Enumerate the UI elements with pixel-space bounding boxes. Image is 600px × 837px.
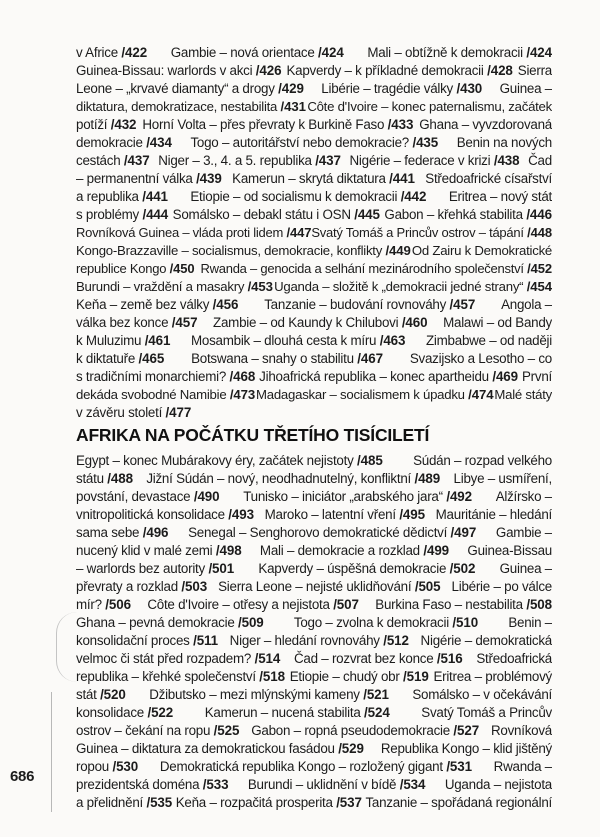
toc-entry: Malawi – od Bandy (443, 315, 552, 330)
toc-entry: povstání, devastace /490 (76, 489, 220, 504)
toc-entry: Kapverdy – úspěšná demokracie /502 (258, 561, 476, 576)
toc-entry: Egypt – konec Mubárakovy éry, začátek nejistoty /485 (76, 453, 383, 468)
toc-entry: Súdán – rozpad velkého (413, 453, 552, 468)
toc-entry: Burkina Faso – nestabilita /508 (375, 597, 552, 612)
toc-entry: Džibutsko – mezi mlýnskými kameny /521 (149, 687, 389, 702)
toc-entry: Svazijsko a Lesotho – co (409, 351, 552, 366)
toc-entry: sama sebe /496 (76, 525, 169, 540)
toc-entry: Benin – (508, 615, 552, 630)
toc-entry: Guinea-Bissau: warlords v akci /426 (76, 63, 282, 78)
toc-line (76, 470, 552, 488)
toc-entry: Guinea – diktatura za demokratickou fasádou /529 (76, 741, 364, 756)
toc-entry: Togo – autoritářství nebo demokracie? /435 (190, 135, 439, 150)
toc-line (76, 404, 552, 422)
toc-entry: Sierra Leone – nejisté uklidňování /505 (218, 579, 441, 594)
toc-entry: Zimbabwe – od naději (425, 333, 552, 348)
toc-line (76, 776, 552, 794)
toc-entry: Svatý Tomáš a Princův ostrov – tápání /448 (311, 225, 552, 240)
section-heading: AFRIKA NA POČÁTKU TŘETÍHO TISÍCILETÍ (76, 425, 430, 445)
toc-line (76, 560, 552, 578)
toc-line (76, 170, 552, 188)
toc-line (76, 704, 552, 722)
toc-line (76, 188, 552, 206)
toc-entry: Botswana – snahy o stabilitu /467 (191, 351, 383, 366)
toc-entry: konsolidační proces /511 (76, 633, 219, 648)
toc-entry: Čad – rozvrat bez konce /516 (294, 651, 463, 666)
toc-entry: Rwanda – genocida a selhání mezinárodního společenství /452 (200, 261, 552, 276)
toc-line (76, 368, 552, 386)
toc-line (76, 152, 552, 170)
toc-entry: Horní Volta – přes převraty k Burkině Faso /433 (142, 117, 414, 132)
toc-entry: Ghana – vyvzdorovaná (419, 117, 552, 132)
toc-entry: Uganda – nejistota (444, 777, 552, 792)
toc-entry: Jižní Súdán – nový, neodhadnutelný, konfliktní /489 (146, 471, 441, 486)
toc-entry: Keňa – země bez války /456 (76, 297, 239, 312)
margin-pencil-mark (56, 612, 77, 682)
toc-entry: prezidentská doména /533 (76, 777, 229, 792)
toc-entry: Mosambik – dlouhá cesta k míru /463 (190, 333, 406, 348)
toc-entry: Svatý Tomáš a Princův (421, 705, 552, 720)
toc-line (76, 278, 552, 296)
toc-entry: Eritrea – nový stát (448, 189, 552, 204)
toc-entry: Ghana – pevná demokracie /509 (76, 615, 264, 630)
toc-line (76, 452, 552, 470)
toc-entry: První (521, 369, 552, 384)
toc-line (76, 524, 552, 542)
toc-entry: nucený klid v malé zemi /498 (76, 543, 242, 558)
toc-entry: – permanentní válka /439 (76, 171, 222, 186)
toc-entry: Burundi – vraždění a masakry /453 (76, 279, 273, 294)
toc-entry: Zambie – od Kaundy k Chilubovi /460 (213, 315, 428, 330)
toc-entry: Togo – zvolna k demokracii /510 (293, 615, 479, 630)
toc-line (76, 794, 552, 812)
toc-entry: Côte d'Ivoire – konec paternalismu, začátek (307, 99, 552, 114)
toc-entry: stát /520 (76, 687, 126, 702)
toc-entry: Kamerun – skrytá diktatura /441 (232, 171, 415, 186)
toc-entry: demokracie /434 (76, 135, 172, 150)
toc-entry: Nigérie – federace v krizi /438 (349, 153, 520, 168)
toc-entry: Somálsko – debakl státu i OSN /445 (172, 207, 380, 222)
toc-entry: ostrov – čekání na ropu /525 (76, 723, 240, 738)
toc-entry: Maroko – latentní vření /495 (264, 507, 425, 522)
toc-entry: Keňa – rozpačitá prosperita /537 (175, 795, 362, 810)
toc-entry: Gambie – nová orientace /424 (170, 45, 344, 60)
toc-entry: diktatura, demokratizace, nestabilita /431 (76, 99, 306, 114)
toc-entry: Etiopie – od socialismu k demokracii /442 (190, 189, 427, 204)
toc-entry: Leone – „krvavé diamanty“ a drogy /429 (76, 81, 304, 96)
toc-entry: Angola – (501, 297, 552, 312)
toc-block-20th-century (76, 44, 552, 422)
toc-entry: Madagaskar – socialismem k úpadku /474 (256, 387, 494, 402)
toc-entry: Uganda – složitě k „demokracii jedné strany“ /454 (274, 279, 552, 294)
toc-entry: republice Kongo /450 (76, 261, 195, 276)
toc-entry: Kongo-Brazzaville – socialismus, demokracie, konflikty /449 (76, 243, 411, 258)
toc-entry: Tunisko – iniciátor „arabského jara“ /492 (243, 489, 472, 504)
toc-entry: Tanzanie – budování rovnováhy /457 (264, 297, 476, 312)
toc-entry: a přelidnění /535 (76, 795, 173, 810)
toc-entry: Niger – hledání rovnováhy /512 (229, 633, 409, 648)
toc-entry: válka bez konce /457 (76, 315, 198, 330)
toc-entry: Jihoafrická republika – konec apartheidu /469 (259, 369, 518, 384)
toc-entry: k diktatuře /465 (76, 351, 165, 366)
toc-entry: Mali – obtížně k demokracii /424 (367, 45, 552, 60)
toc-entry: Côte d'Ivoire – otřesy a nejistota /507 (147, 597, 359, 612)
page-number: 686 (10, 768, 35, 785)
toc-line (76, 386, 552, 404)
toc-entry: převraty a rozklad /503 (76, 579, 208, 594)
toc-entry: mír? /506 (76, 597, 131, 612)
toc-entry: Guinea-Bissau (467, 543, 552, 558)
toc-entry: státu /488 (76, 471, 133, 486)
toc-line (76, 740, 552, 758)
toc-line (76, 650, 552, 668)
toc-line (76, 116, 552, 134)
toc-line (76, 350, 552, 368)
toc-entry: Demokratická republika Kongo – rozložený gigant /531 (159, 759, 472, 774)
margin-rule (51, 692, 52, 812)
toc-line (76, 260, 552, 278)
toc-entry: Alžírsko – (495, 489, 552, 504)
toc-entry: Libérie – po válce (451, 579, 552, 594)
toc-entry: Burundi – uklidnění v bídě /534 (247, 777, 426, 792)
toc-line (76, 596, 552, 614)
toc-entry: vnitropolitická konsolidace /493 (76, 507, 254, 522)
toc-entry: Tanzanie – spořádaná regionální (365, 795, 552, 810)
toc-entry: Mali – demokracie a rozklad /499 (259, 543, 450, 558)
toc-entry: Rovníková (490, 723, 552, 738)
toc-entry: Rovníková Guinea – vláda proti lidem /447 (76, 225, 312, 240)
toc-entry: k Muluzimu /461 (76, 333, 171, 348)
toc-line (76, 614, 552, 632)
toc-line (76, 44, 552, 62)
toc-entry: Rwanda – (493, 759, 552, 774)
toc-line (76, 224, 552, 242)
toc-line (76, 134, 552, 152)
toc-line (76, 296, 552, 314)
toc-entry: v závěru století /477 (76, 405, 192, 420)
toc-entry: s tradičními monarchiemi? /468 (76, 369, 256, 384)
toc-entry: velmoc či stát před rozpadem? /514 (76, 651, 281, 666)
toc-entry: Kapverdy – k příkladné demokracii /428 (286, 63, 513, 78)
toc-entry: Niger – 3., 4. a 5. republika /437 (158, 153, 341, 168)
toc-entry: konsolidace /522 (76, 705, 174, 720)
toc-line (76, 578, 552, 596)
toc-entry: Nigérie – demokratická (420, 633, 552, 648)
toc-line (76, 722, 552, 740)
toc-line (76, 314, 552, 332)
toc-entry: Guinea – (499, 81, 552, 96)
toc-line (76, 686, 552, 704)
toc-entry: Mauritánie – hledání (435, 507, 552, 522)
toc-line (76, 542, 552, 560)
toc-entry: Benin na nových (456, 135, 552, 150)
toc-entry: Gambie – (495, 525, 552, 540)
toc-entry: Eritrea – problémový (433, 669, 552, 684)
toc-line (76, 80, 552, 98)
toc-entry: Libérie – tragédie války /430 (321, 81, 483, 96)
toc-entry: Středoafrická (476, 651, 552, 666)
toc-line (76, 242, 552, 260)
toc-line (76, 62, 552, 80)
toc-entry: Malé státy (494, 387, 552, 402)
toc-entry: Somálsko – v očekávání (412, 687, 552, 702)
toc-entry: Guinea – (499, 561, 552, 576)
toc-entry: Středoafrické císařství (425, 171, 552, 186)
toc-entry: Senegal – Senghorovo demokratické dědictví /497 (188, 525, 477, 540)
toc-line (76, 98, 552, 116)
toc-entry: ropou /530 (76, 759, 139, 774)
toc-entry: s problémy /444 (76, 207, 169, 222)
toc-entry: Kamerun – nucená stabilita /524 (204, 705, 390, 720)
toc-line (76, 668, 552, 686)
toc-line (76, 488, 552, 506)
toc-entry: cestách /437 (76, 153, 150, 168)
toc-entry: republika – křehké společenství /518 (76, 669, 285, 684)
toc-entry: – warlords bez autority /501 (76, 561, 235, 576)
toc-entry: Gabon – ropná pseudodemokracie /527 (251, 723, 480, 738)
toc-entry: Čad (528, 153, 552, 168)
toc-line (76, 632, 552, 650)
toc-line (76, 758, 552, 776)
toc-entry: Republika Kongo – klid jištěný (380, 741, 552, 756)
toc-entry: Od Zairu k Demokratické (411, 243, 552, 258)
toc-entry: dekáda svobodné Namibie /473 (76, 387, 256, 402)
toc-entry: Etiopie – chudý obr /519 (289, 669, 429, 684)
toc-line (76, 506, 552, 524)
toc-entry: Sierra (517, 63, 552, 78)
toc-entry: Libye – usmíření, (453, 471, 552, 486)
toc-line (76, 332, 552, 350)
toc-entry: Gabon – křehká stabilita /446 (384, 207, 552, 222)
toc-block-21st-century (76, 452, 552, 812)
toc-line (76, 206, 552, 224)
toc-entry: a republika /441 (76, 189, 168, 204)
toc-entry: v Africe /422 (76, 45, 148, 60)
toc-entry: potíží /432 (76, 117, 137, 132)
